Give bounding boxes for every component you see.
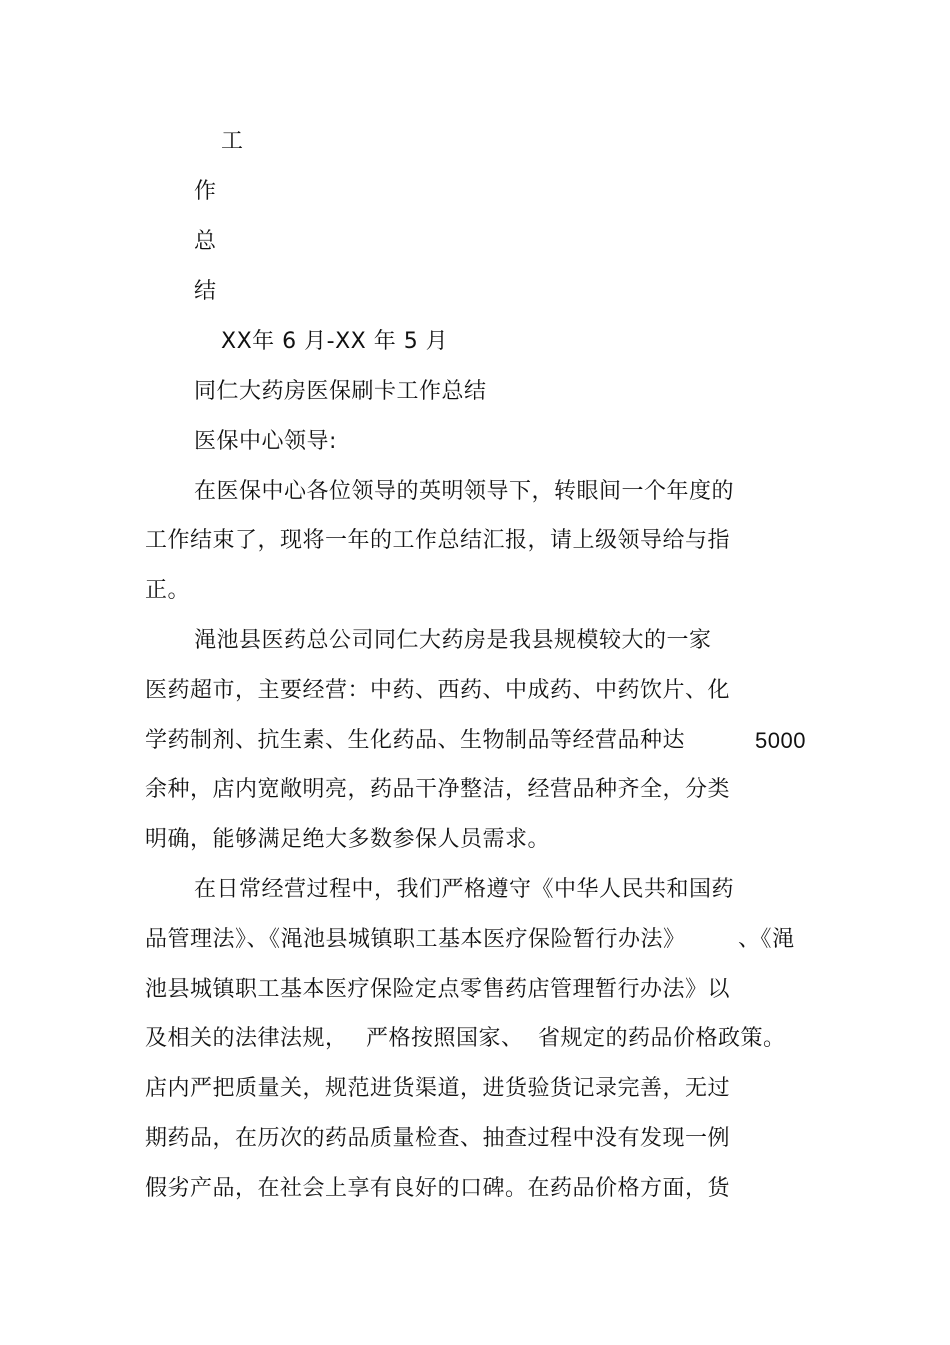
p2-line-5: 明确，能够满足绝大多数参保人员需求。 (145, 827, 551, 852)
p2-line-3: 学药制剂、抗生素、生化药品、生物制品等经营品种达 (145, 728, 686, 753)
p1-line-3: 正。 (145, 578, 191, 603)
product-count: 5000 (755, 728, 806, 753)
salutation: 医保中心领导: (194, 429, 337, 454)
p3-line-3: 池县城镇职工基本医疗保险定点零售药店管理暂行办法》以 (145, 977, 731, 1002)
title-char-3: 总 (194, 229, 217, 254)
p2-line-2: 医药超市，主要经营：中药、西药、中成药、中药饮片、化 (145, 678, 731, 703)
p2-line-4: 余种，店内宽敞明亮，药品干净整洁，经营品种齐全，分类 (145, 777, 731, 802)
p3-line-4c: 省规定的药品价格政策。 (538, 1026, 786, 1051)
p3-line-5: 店内严把质量关，规范进货渠道，进货验货记录完善，无过 (145, 1076, 731, 1101)
p1-line-2: 工作结束了，现将一年的工作总结汇报，请上级领导给与指 (145, 528, 731, 553)
p3-line-1: 在日常经营过程中，我们严格遵守《中华人民共和国药 (194, 877, 735, 902)
p3-line-6: 期药品，在历次的药品质量检查、抽查过程中没有发现一例 (145, 1126, 731, 1151)
p2-line-1: 渑池县医药总公司同仁大药房是我县规模较大的一家 (194, 628, 712, 653)
title-char-2: 作 (194, 179, 217, 204)
p3-line-7: 假劣产品，在社会上享有良好的口碑。在药品价格方面，货 (145, 1176, 731, 1201)
p1-line-1: 在医保中心各位领导的英明领导下，转眼间一个年度的 (194, 479, 735, 504)
p3-line-4b: 严格按照国家、 (366, 1026, 524, 1051)
title-char-4: 结 (194, 279, 217, 304)
p3-line-2: 品管理法》、《渑池县城镇职工基本医疗保险暂行办法》 (145, 927, 686, 952)
heading: 同仁大药房医保刷卡工作总结 (194, 379, 487, 404)
p3-line-2b: 、《渑 (738, 927, 795, 952)
p3-line-4a: 及相关的法律法规， (145, 1026, 348, 1051)
title-char-1: 工 (221, 129, 244, 154)
date-range: XX年 6 月-XX 年 5 月 (221, 329, 449, 354)
